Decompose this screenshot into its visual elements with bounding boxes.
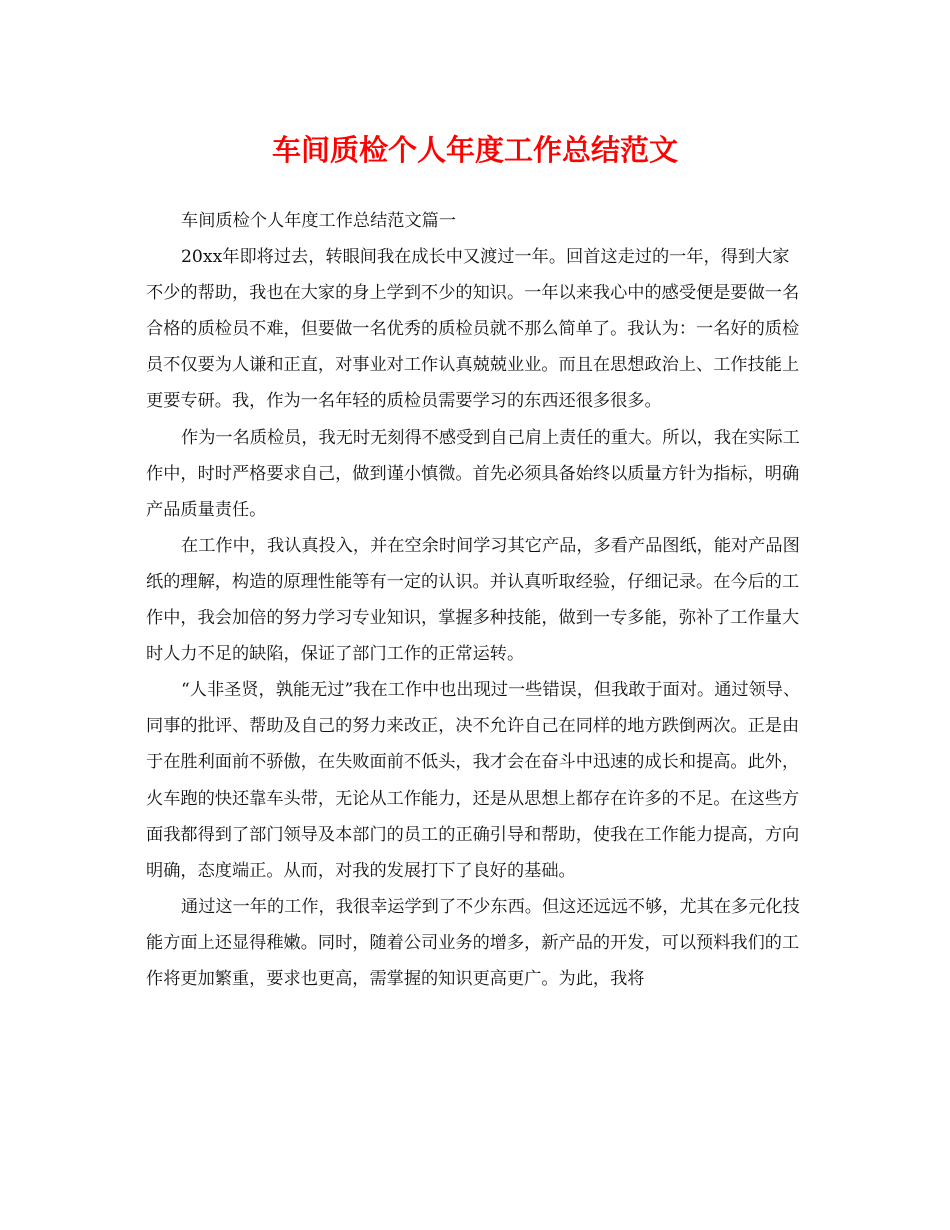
section-heading: 车间质检个人年度工作总结范文篇一 [181, 211, 457, 231]
paragraph: 通过这一年的工作，我很幸运学到了不少东西。但这还远远不够，尤其在多元化技能方面上还显得稚嫩。同时，随着公司业务的增多，新产品的开发，可以预料我们的工作将更加繁重，要求也更高，需掌握的知识更高更广。为此，我将 [146, 896, 800, 989]
paragraph: 20xx年即将过去，转眼间我在成长中又渡过一年。回首这走过的一年，得到大家不少的帮助，我也在大家的身上学到不少的知识。一年以来我心中的感受便是要做一名合格的质检员不难，但要做一名优秀的质检员就不那么简单了。我认为：一名好的质检员不仅要为人谦和正直，对事业对工作认真兢兢业业。而且在思想政治上、工作技能上更要专研。我，作为一名年轻的质检员需要学习的东西还很多很多。 [146, 247, 800, 412]
paragraph: “人非圣贤，孰能无过”我在工作中也出现过一些错误，但我敢于面对。通过领导、同事的批评、帮助及自己的努力来改正，决不允许自己在同样的地方跌倒两次。正是由于在胜利面前不骄傲，在失败面前不低头，我才会在奋斗中迅速的成长和提高。此外，火车跑的快还靠车头带，无论从工作能力，还是从思想上都存在许多的不足。在这些方面我都得到了部门领导及本部门的员工的正确引导和帮助，使我在工作能力提高，方向明确，态度端正。从而，对我的发展打下了良好的基础。 [146, 680, 801, 881]
paragraph: 作为一名质检员，我无时无刻得不感受到自己肩上责任的重大。所以，我在实际工作中，时时严格要求自己，做到谨小慎微。首先必须具备始终以质量方针为指标，明确产品质量责任。 [146, 427, 800, 520]
document-body [146, 203, 806, 997]
paragraph: 在工作中，我认真投入，并在空余时间学习其它产品，多看产品图纸，能对产品图纸的理解，构造的原理性能等有一定的认识。并认真听取经验，仔细记录。在今后的工作中，我会加倍的努力学习专业知识，掌握多种技能，做到一专多能，弥补了工作量大时人力不足的缺陷，保证了部门工作的正常运转。 [146, 535, 800, 665]
document-title: 车间质检个人年度工作总结范文 [271, 133, 678, 167]
